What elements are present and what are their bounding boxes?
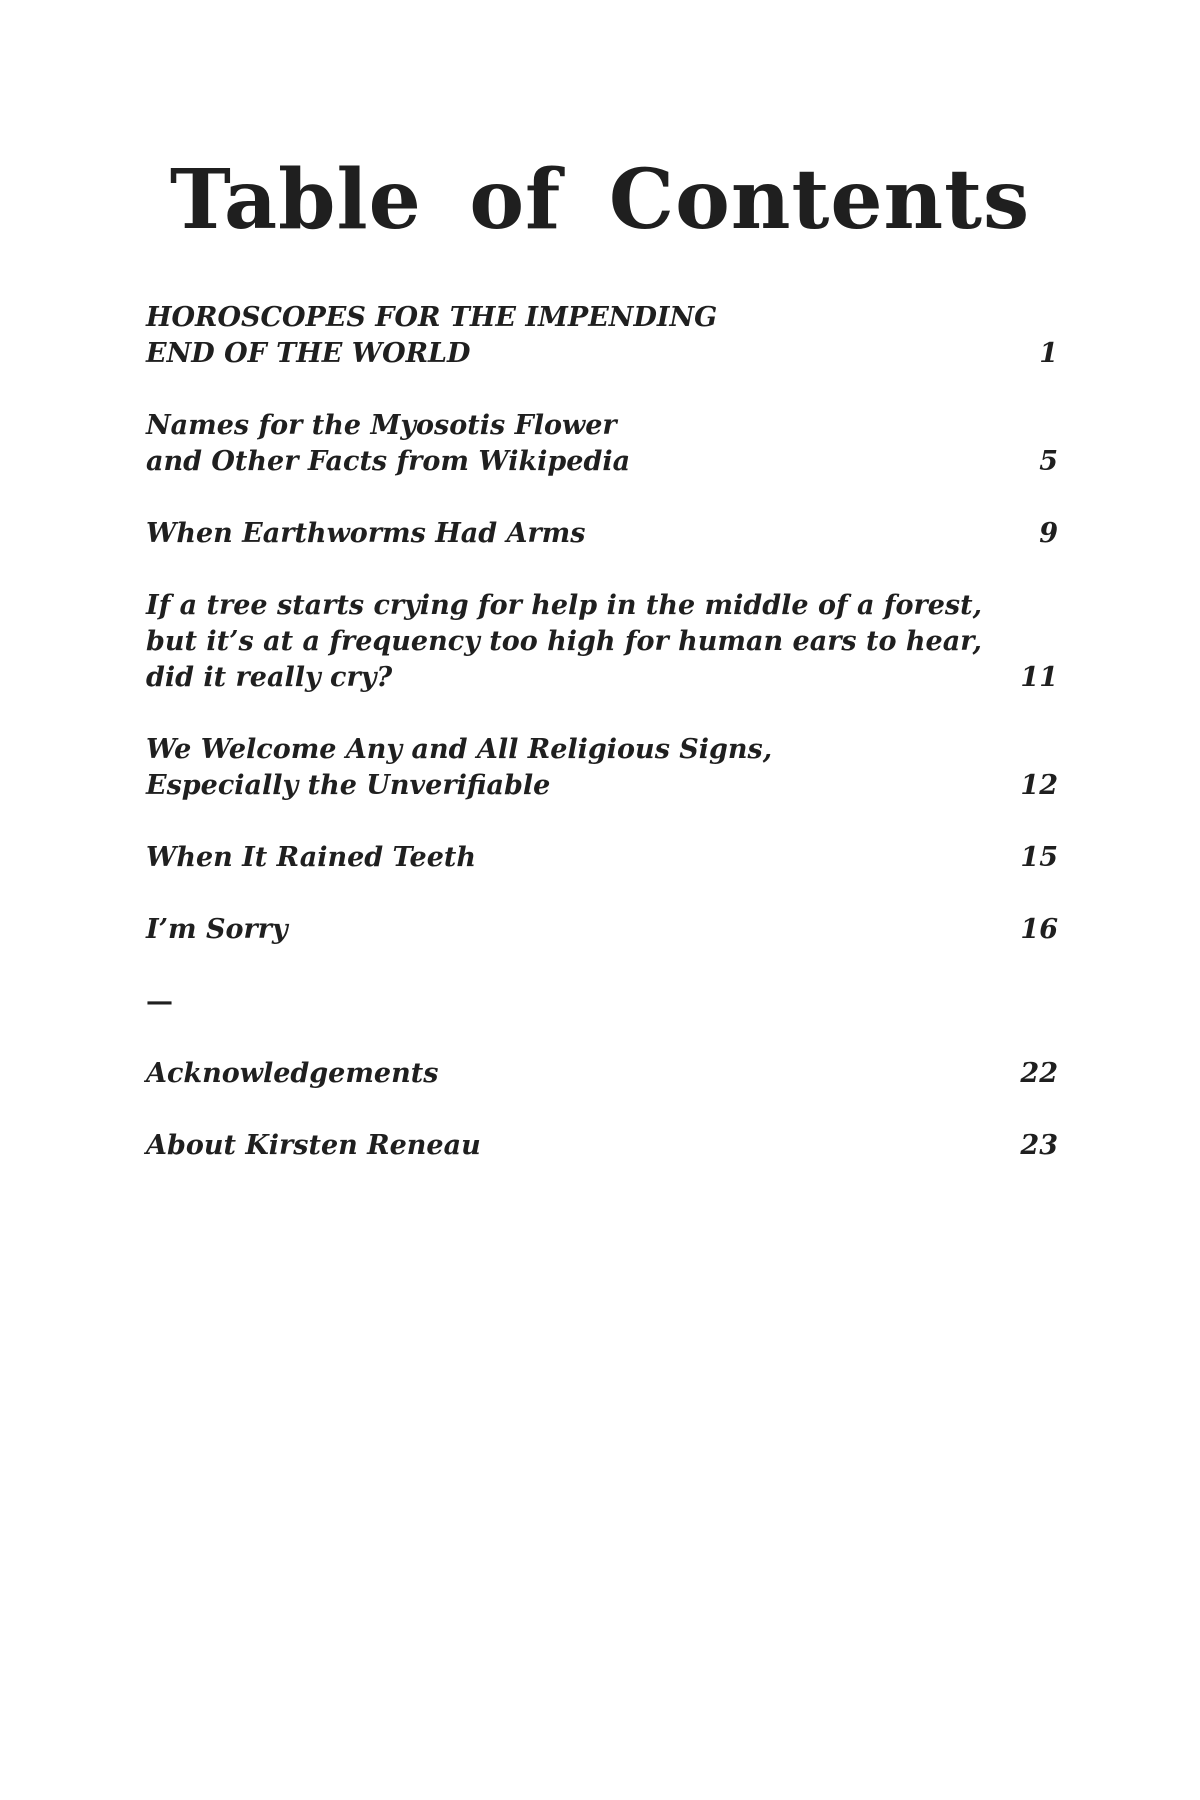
toc-entry-title-line: I’m Sorry — [146, 914, 288, 945]
toc-entry[interactable] — [146, 732, 1058, 804]
toc-entry-page: 11 — [1020, 662, 1058, 693]
toc-entry-title-line: but it’s at a frequency too high for human ears to hear, — [146, 626, 982, 657]
toc-entry[interactable] — [146, 516, 1058, 552]
toc-entry-title-line: About Kirsten Reneau — [146, 1130, 481, 1161]
toc-entry[interactable] — [146, 840, 1058, 876]
toc-entry-page: 9 — [1039, 518, 1058, 549]
toc-entry[interactable] — [146, 588, 1058, 696]
toc-entry-page: 22 — [1020, 1058, 1058, 1089]
page-title: Table of Contents — [169, 152, 1031, 248]
toc-entry-title-line: END OF THE WORLD — [146, 338, 471, 369]
toc-entry-about-author[interactable] — [146, 1128, 1058, 1164]
toc-entry-title-line: and Other Facts from Wikipedia — [146, 446, 631, 477]
toc-entry[interactable] — [146, 912, 1058, 948]
toc-entry-title-line: When It Rained Teeth — [146, 842, 477, 873]
toc-entry-page: 1 — [1039, 338, 1058, 369]
toc-list — [146, 300, 1058, 1200]
toc-entry-page: 12 — [1020, 770, 1058, 801]
toc-entry-page: 23 — [1020, 1130, 1058, 1161]
toc-entry-title-line: When Earthworms Had Arms — [146, 518, 586, 549]
toc-entry-title-line: We Welcome Any and All Religious Signs, — [146, 734, 773, 765]
toc-entry[interactable] — [146, 408, 1058, 480]
toc-entry-title-line: HOROSCOPES FOR THE IMPENDING — [146, 302, 718, 333]
toc-entry-title-line: Especially the Unverifiable — [146, 770, 551, 801]
toc-entry-page: 5 — [1039, 446, 1058, 477]
toc-entry-title-line: did it really cry? — [146, 662, 393, 693]
toc-entry-title-line: If a tree starts crying for help in the middle of a forest, — [146, 590, 982, 621]
toc-entry-title-line: Names for the Myosotis Flower — [146, 410, 617, 441]
toc-entry[interactable] — [146, 300, 1058, 372]
toc-entry-acknowledgements[interactable] — [146, 1056, 1058, 1092]
section-separator: — — [146, 986, 173, 1017]
toc-entry-page: 15 — [1020, 842, 1058, 873]
toc-entry-page: 16 — [1020, 914, 1058, 945]
toc-entry-title-line: Acknowledgements — [146, 1058, 439, 1089]
